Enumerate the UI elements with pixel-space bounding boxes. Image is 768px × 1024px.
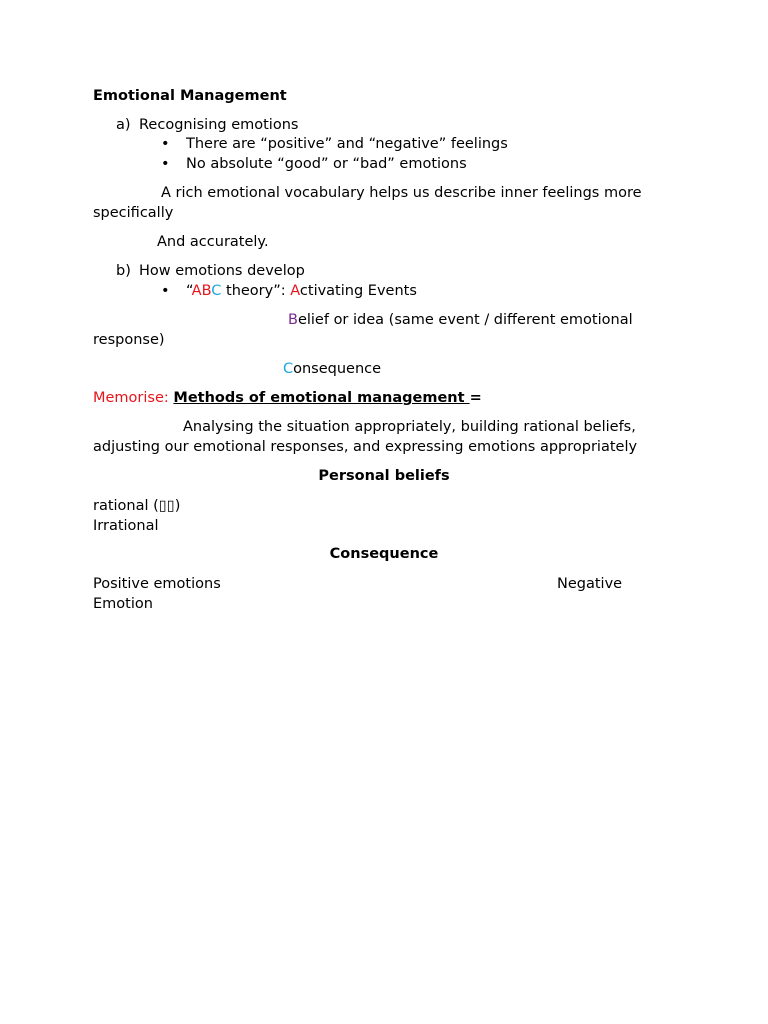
belief-line — [288, 310, 633, 330]
activating-text: ctivating Events — [299, 283, 417, 299]
irrational-label: Irrational — [93, 518, 159, 534]
rational-label: rational (▯▯) — [93, 498, 181, 514]
list-marker: b) — [116, 263, 131, 279]
abc-theory-label: theory”: — [221, 283, 291, 299]
consequence-line — [283, 359, 381, 379]
positive-emotions-label: Positive emotions — [93, 576, 221, 592]
list-item-text: No absolute “good” or “bad” emotions — [186, 156, 467, 172]
list-item — [161, 154, 467, 174]
paragraph-line: Analysing the situation appropriately, building rational beliefs, — [183, 419, 636, 435]
paragraph-line: specifically — [93, 205, 174, 221]
abc-letter-b: B — [201, 283, 212, 299]
abc-letter-a: A — [191, 283, 202, 299]
personal-beliefs-heading: Personal beliefs — [318, 468, 450, 484]
bullet-icon: • — [161, 283, 170, 299]
bullet-icon: • — [161, 136, 170, 152]
paragraph-line: A rich emotional vocabulary helps us describe inner feelings more — [161, 185, 642, 201]
emotion-label: Emotion — [93, 596, 153, 612]
list-item-text: There are “positive” and “negative” feelings — [186, 136, 508, 152]
document-title: Emotional Management — [93, 88, 287, 104]
paragraph-line: And accurately. — [157, 234, 269, 250]
consequence-text: onsequence — [293, 361, 382, 377]
equals-sign: = — [469, 390, 482, 406]
abc-theory-item — [161, 281, 417, 301]
consequence-letter: C — [283, 361, 294, 377]
list-marker: a) — [116, 117, 131, 133]
memorise-label: Memorise: — [93, 390, 174, 406]
list-item — [161, 134, 508, 154]
methods-heading: Methods of emotional management — [173, 390, 470, 406]
quote-mark: “ — [186, 283, 192, 299]
paragraph-line: response) — [93, 332, 165, 348]
section-b-heading — [116, 261, 305, 281]
negative-label: Negative — [557, 576, 623, 592]
memorise-line — [93, 388, 482, 408]
abc-letter-c: C — [211, 283, 222, 299]
paragraph-line: adjusting our emotional responses, and expressing emotions appropriately — [93, 439, 638, 455]
belief-letter: B — [288, 312, 298, 328]
consequence-heading: Consequence — [329, 546, 439, 562]
activating-letter: A — [290, 283, 300, 299]
section-a-heading — [116, 115, 298, 135]
section-heading-text: How emotions develop — [139, 263, 305, 279]
bullet-icon: • — [161, 156, 170, 172]
belief-text: elief or idea (same event / different emotional — [297, 312, 633, 328]
section-heading-text: Recognising emotions — [139, 117, 299, 133]
